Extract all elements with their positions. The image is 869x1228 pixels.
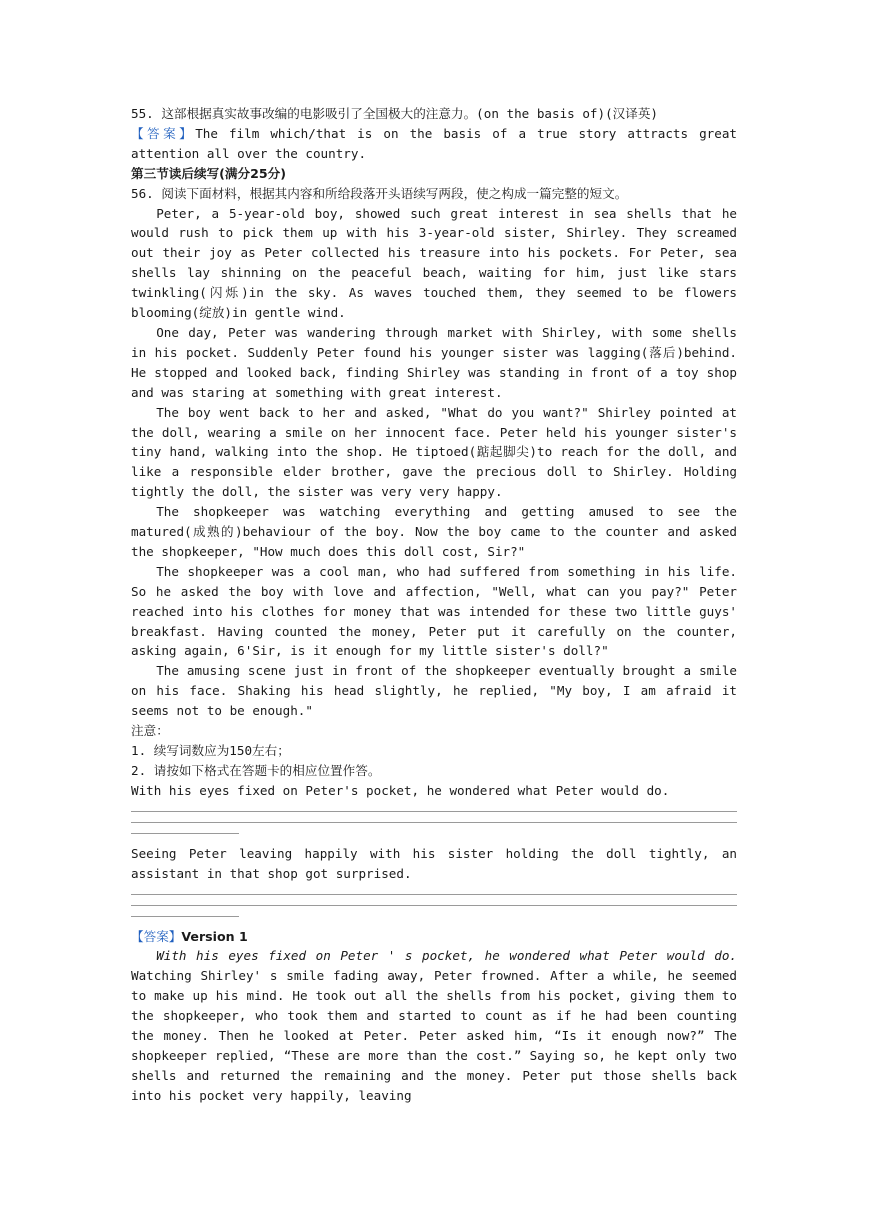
answer-paragraph [131, 946, 737, 1105]
note-item: 1. 续写词数应为150左右； [131, 743, 290, 758]
story-paragraph: The boy went back to her and asked, "What do you want?" Shirley pointed at the doll, wearing a smile on her innocent face. Peter held his younger sister's tiny hand, walking into the shop. He tiptoed(踮起脚尖)to reach for the doll, and like a responsible elder brother, gave the precious doll to Shirley. Holding tightly the doll, the sister was very very happy. [131, 404, 737, 500]
story-paragraph: One day, Peter was wandering through market with Shirley, with some shells in his pocket. Suddenly Peter found his younger sister was lagging(落后)behind. He stopped and looked back, finding Shirley was standing in front of a toy shop and was staring at something with great interest. [131, 324, 737, 400]
answer-version-heading [131, 927, 737, 947]
notes-title: 注意： [131, 723, 169, 739]
q55-question: 55. 这部根据真实故事改编的电影吸引了全国极大的注意力。(on the basis of)(汉译英) [131, 106, 659, 121]
answer-line [131, 894, 737, 895]
story-paragraph: The amusing scene just in front of the shopkeeper eventually brought a smile on his face. Shaking his head slightly, he replied, "My boy, I am afraid it seems not to be enough." [131, 663, 737, 719]
answer-line-short [131, 833, 239, 834]
answer-tag: 【答案】 [131, 125, 196, 141]
answer-line [131, 811, 737, 812]
q55-answer [131, 124, 737, 164]
version-label: Version 1 [181, 928, 248, 944]
answer-opening-italic: With his eyes fixed on Peter ' s pocket, he wondered what Peter would do. [156, 948, 737, 964]
answer-line-short [131, 916, 239, 917]
story-paragraph: The shopkeeper was a cool man, who had suffered from something in his life. So he asked the boy with love and affection, "Well, what can you pay?" Peter reached into his clothes for money that was intended for these two little guys' breakfast. Having counted the money, Peter put it carefully on the counter, asking again, 6'Sir, is it enough for my little sister's doll?" [131, 563, 737, 659]
answer-tag: 【答案】 [131, 928, 182, 944]
q55-answer-text: The film which/that is on the basis of a true story attracts great attention all over the country. [131, 125, 738, 161]
story-paragraph: The shopkeeper was watching everything and getting amused to see the matured(成熟的)behaviour of the boy. Now the boy came to the counter and asked the shopkeeper, "How much does this doll cost, Sir?" [131, 504, 737, 559]
story-paragraph: Peter, a 5-year-old boy, showed such great interest in sea shells that he would rush to pick them up with his 3-year-old sister, Shirley. They screamed out their joy as Peter collected his treasure into his pockets. For Peter, sea shells lay shinning on the peaceful beach, waiting for him, just like stars twinkling(闪烁)in the sky. As waves touched them, they seemed to be flowers blooming(绽放)in gentle wind. [131, 205, 737, 321]
section-heading: 第三节读后续写(满分25分) [131, 165, 286, 181]
answer-line [131, 822, 737, 823]
paragraph-2-opening: Seeing Peter leaving happily with his sister holding the doll tightly, an assistant in that shop got surprised. [131, 845, 737, 881]
paragraph-1-opening: With his eyes fixed on Peter's pocket, he wondered what Peter would do. [131, 782, 670, 798]
answer-body: Watching Shirley' s smile fading away, Peter frowned. After a while, he seemed to make up his mind. He took out all the shells from his pocket, giving them to the shopkeeper, who took them and started to count as if he had been counting the money. Then he looked at Peter. Peter asked him, “Is it enough now?” The shopkeeper replied, “These are more than the cost.” Saying so, he kept only two shells and returned the remaining and the money. Peter put those shells back into his pocket very happily, leaving [131, 968, 737, 1103]
q56-instruction: 56. 阅读下面材料，根据其内容和所给段落开头语续写两段，使之构成一篇完整的短文。 [131, 185, 628, 201]
answer-line [131, 905, 737, 906]
note-item: 2. 请按如下格式在答题卡的相应位置作答。 [131, 762, 381, 778]
document-page [131, 104, 737, 1106]
